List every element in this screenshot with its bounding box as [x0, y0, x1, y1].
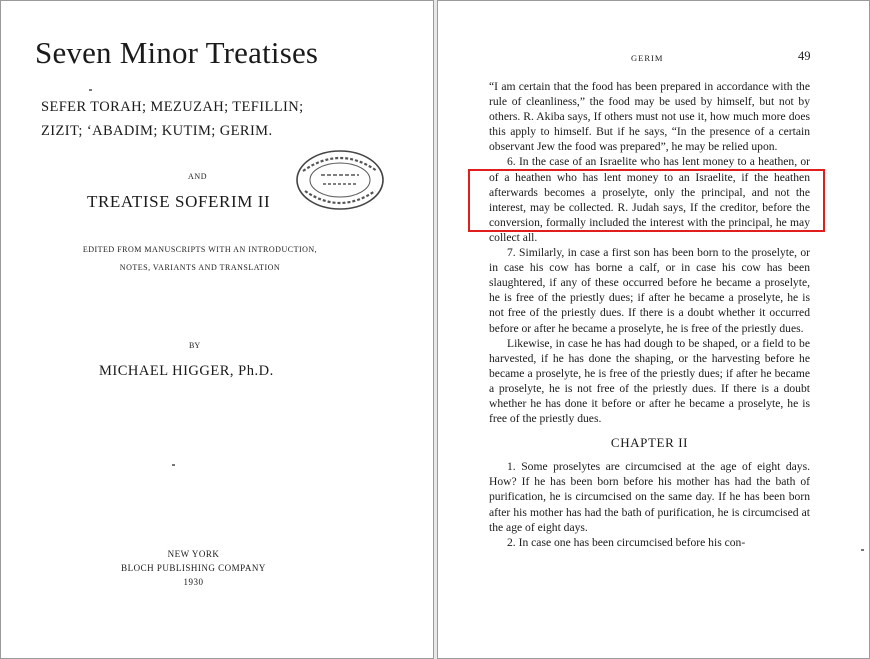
chapter-paragraph-1: 1. Some proselytes are circumcised at the age of eight days. How? If he has been born before his mother has had the bath of purification, he is circumcised on the same day. If he has been born after his mother has had the bath of purification, he is circumcised at the age of eight days. [489, 460, 810, 534]
subtitle-line-2: ZIZIT; ‘ABADIM; KUTIM; GERIM. [41, 123, 273, 139]
left-page-title-page [0, 0, 434, 659]
running-head: GERIM [631, 53, 664, 63]
chapter-paragraph-2: 2. In case one has been circumcised before his con- [507, 535, 746, 549]
paragraph-7: 7. Similarly, in case a first son has been born to the proselyte, or in case his cow has borne a calf, or in case his cow has been slaughtered, if any of these occurred before he became a proselyte, he is free of the priestly dues; if after he became a proselyte, he is not free of the priestly dues. If there is a doubt whether it occurred before or after he became a proselyte, he is free of the priestly dues. [489, 246, 810, 335]
chapter-heading: CHAPTER II [610, 435, 689, 451]
treatise-heading: TREATISE SOFERIM II [87, 192, 271, 211]
imprint-city: NEW YORK [167, 549, 220, 559]
edited-line-2: NOTES, VARIANTS AND TRANSLATION [119, 263, 281, 272]
author-name: MICHAEL HIGGER, Ph.D. [99, 363, 274, 379]
and-label: AND [188, 172, 208, 181]
ornament-dot [172, 464, 175, 466]
book-title: Seven Minor Treatises [35, 35, 319, 70]
by-label: BY [189, 341, 201, 350]
edited-line-1: EDITED FROM MANUSCRIPTS WITH AN INTRODUCTION, [82, 245, 318, 254]
right-page-text [437, 0, 870, 659]
highlight-box [468, 169, 825, 232]
imprint-publisher: BLOCH PUBLISHING COMPANY [121, 563, 266, 573]
library-stamp-icon [295, 149, 385, 211]
page-number: 49 [798, 49, 811, 63]
paragraph-likewise: Likewise, in case he has had dough to be shaped, or a field to be harvested, if he has done the shaping, or the harvesting before he became a proselyte, he is free of the priestly dues; if after he became a proselyte, he is not free of the priestly dues. If there is a doubt whether he has done it before or after he became a proselyte, he is free of the priestly dues. [489, 336, 810, 426]
imprint-year: 1930 [183, 577, 204, 587]
edited-note [31, 241, 369, 277]
subtitle-line-1: SEFER TORAH; MEZUZAH; TEFILLIN; [41, 99, 304, 115]
paragraph-continuation: “I am certain that the food has been prepared in accordance with the rule of cleanliness,” the food may be used by himself, but not by others. R. Akiba says, If others must not use it, how much more does this apply to himself. But if he says, “In the presence of a certain observant Jew the food was prepared”, he may be relied upon. [489, 80, 810, 154]
ornament-dot [89, 89, 92, 91]
imprint [91, 547, 296, 589]
ornament-dot [861, 549, 864, 551]
paragraph-6: 6. In the case of an Israelite who has lent money to a heathen, or of a heathen who has lent money to an Israelite, if the heathen afterwards becomes a proselyte, only the principal, and not the interest, may be collected. R. Judah says, If the creditor, before the conversion, formally included the interest with the principal, he may collect all. [489, 155, 810, 244]
body-text [489, 79, 810, 550]
book-subtitle [41, 95, 351, 143]
